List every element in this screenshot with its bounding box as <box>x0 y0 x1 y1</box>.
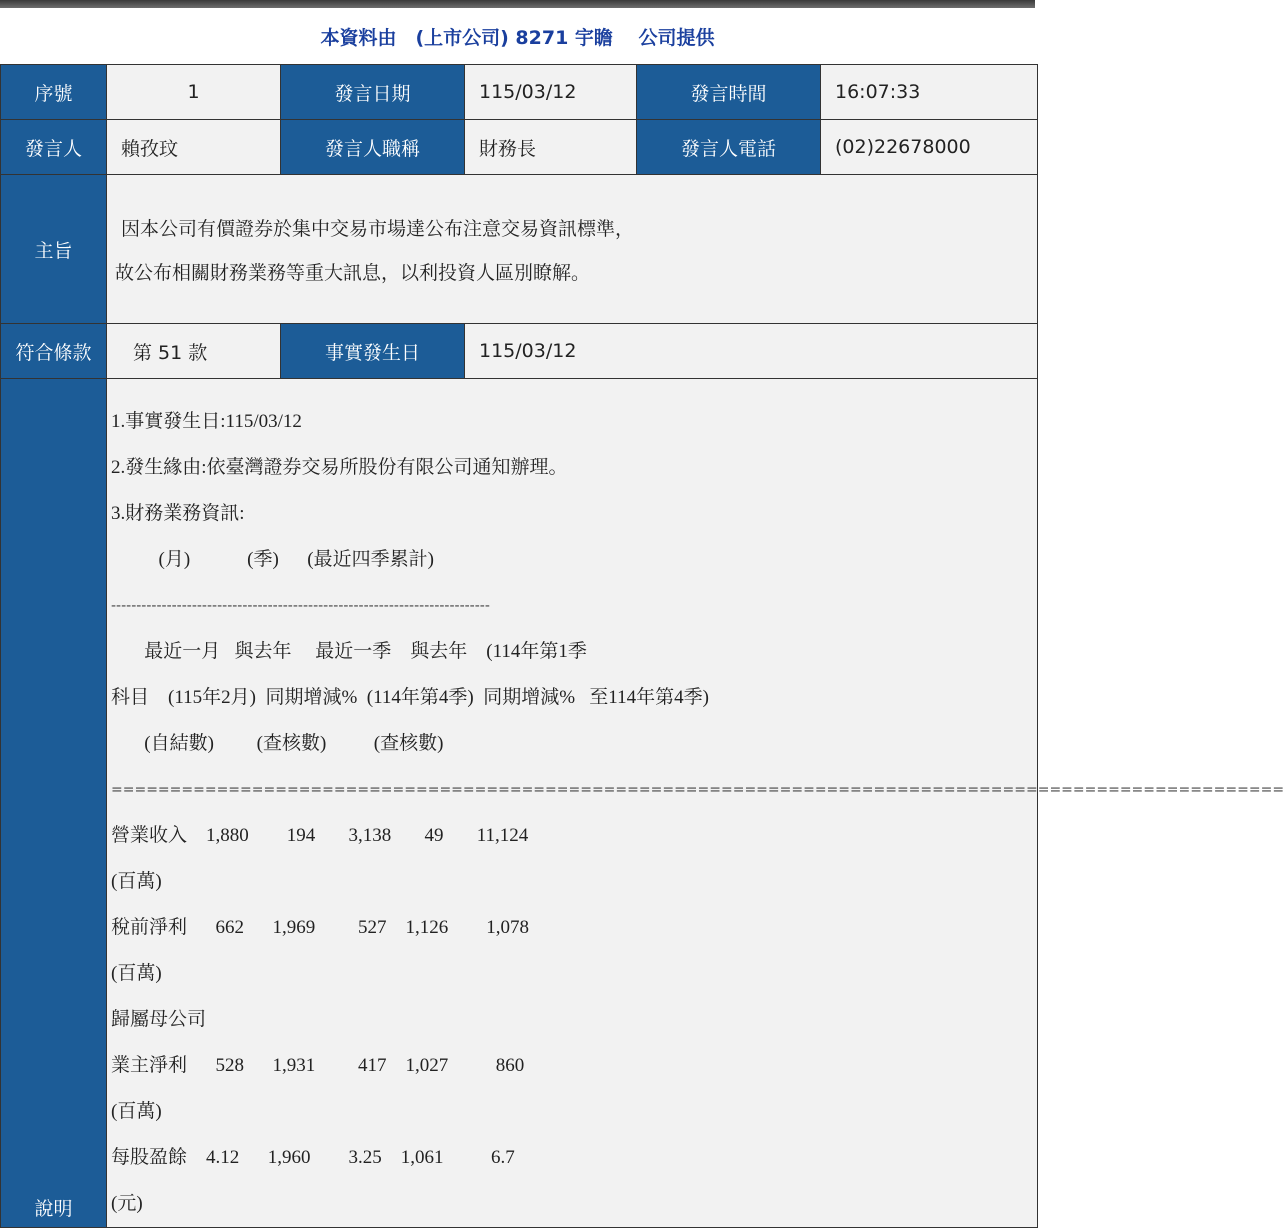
speaker-phone-value: (02)22678000 <box>821 120 1038 175</box>
date-value: 115/03/12 <box>465 65 637 120</box>
speaker-value: 賴孜玟 <box>107 120 281 175</box>
description-line: (元) <box>111 1193 143 1214</box>
table-row <box>1 120 1038 175</box>
description-line: 1.事實發生日:115/03/12 <box>111 411 302 432</box>
description-line: 每股盈餘 4.12 1,960 3.25 1,061 6.7 <box>111 1147 515 1168</box>
description-divider: ==================================================================================================== <box>111 782 1284 798</box>
speaker-title-value: 財務長 <box>465 120 637 175</box>
serial-label: 序號 <box>1 65 107 120</box>
occur-date-label: 事實發生日 <box>281 324 465 379</box>
subject-value <box>107 175 1038 324</box>
description-body <box>107 379 1284 1228</box>
speaker-label: 發言人 <box>1 120 107 175</box>
clause-label: 符合條款 <box>1 324 107 379</box>
top-bar <box>0 0 1035 8</box>
source-notice: 本資料由 (上市公司) 8271 宇瞻 公司提供 <box>320 27 715 49</box>
description-line: 稅前淨利 662 1,969 527 1,126 1,078 <box>111 917 530 938</box>
description-divider: --------------------------------------------------------------------------- <box>111 598 490 614</box>
table-row <box>1 175 1038 324</box>
description-line: (百萬) <box>111 1101 162 1122</box>
time-value: 16:07:33 <box>821 65 1038 120</box>
description-line: 科目 (115年2月) 同期增減% (114年第4季) 同期增減% 至114年第4季) <box>111 687 709 708</box>
clause-value: 第 51 款 <box>107 324 281 379</box>
description-line: (百萬) <box>111 963 162 984</box>
serial-value: 1 <box>107 65 281 120</box>
description-line: (百萬) <box>111 871 162 892</box>
description-line: 營業收入 1,880 194 3,138 49 11,124 <box>111 825 529 846</box>
subject-line-2: 故公布相關財務業務等重大訊息，以利投資人區別瞭解。 <box>115 262 591 284</box>
subject-line-1: 因本公司有價證券於集中交易市場達公布注意交易資訊標準， <box>121 218 635 240</box>
description-line: (自結數) (查核數) (查核數) <box>111 733 444 754</box>
date-label: 發言日期 <box>281 65 465 120</box>
time-label: 發言時間 <box>637 65 821 120</box>
description-line: 最近一月 與去年 最近一季 與去年 (114年第1季 <box>111 641 587 662</box>
description-line: (月) (季) (最近四季累計) <box>111 549 434 570</box>
table-row <box>1 379 1038 1228</box>
table-row <box>1 65 1038 120</box>
table-row <box>1 324 1038 379</box>
speaker-title-label: 發言人職稱 <box>281 120 465 175</box>
description-line: 3.財務業務資訊: <box>111 503 245 524</box>
description-line: 2.發生緣由:依臺灣證券交易所股份有限公司通知辦理。 <box>111 457 568 478</box>
description-line: 歸屬母公司 <box>111 1009 207 1030</box>
subject-label: 主旨 <box>1 175 107 324</box>
announcement-table <box>0 64 1284 1228</box>
description-label: 說明 <box>1 379 107 1228</box>
description-line: 業主淨利 528 1,931 417 1,027 860 <box>111 1055 525 1076</box>
speaker-phone-label: 發言人電話 <box>637 120 821 175</box>
occur-date-value: 115/03/12 <box>465 324 1038 379</box>
